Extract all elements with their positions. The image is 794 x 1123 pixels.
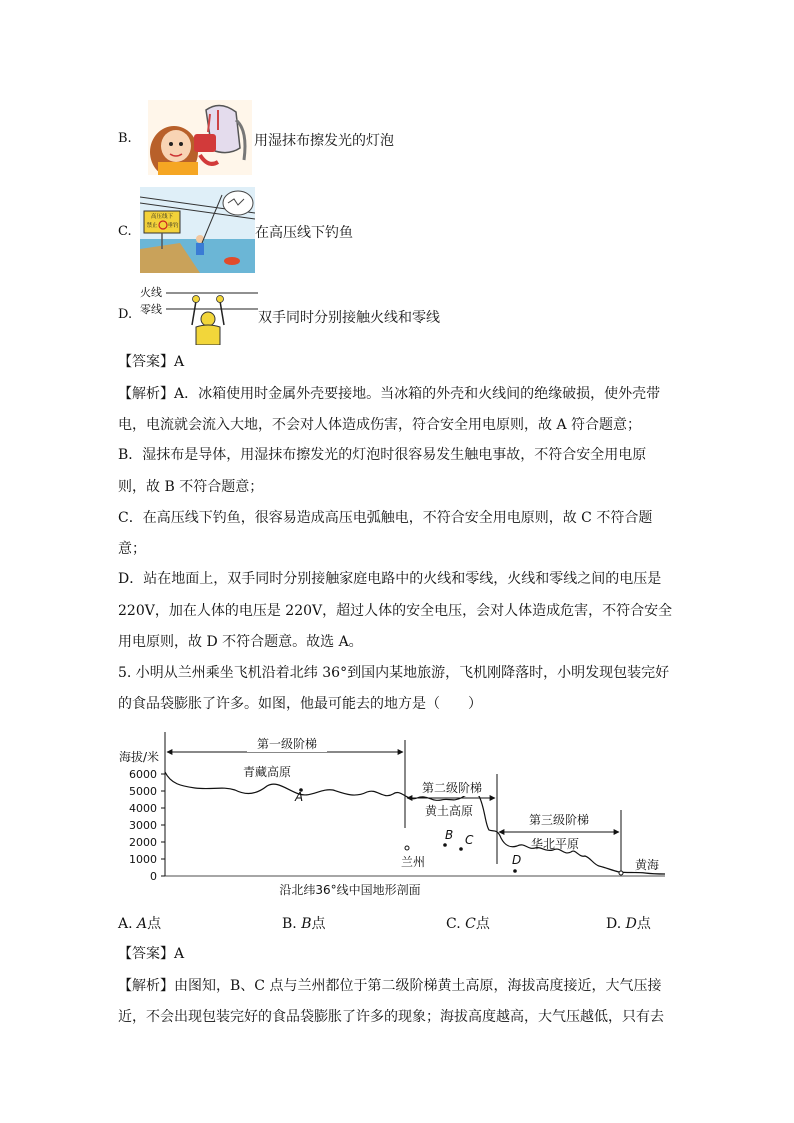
y-tick-label: 4000 bbox=[129, 802, 157, 815]
sign-line1: 高压线下 bbox=[150, 214, 174, 220]
analysis-1-line-6: 意； bbox=[118, 541, 146, 557]
analysis-1-line-8: 220V，加在人体的电压是 220V，超过人体的安全电压，会对人体造成危害，不符合安全 bbox=[118, 603, 673, 619]
touch-live-neutral-illustration bbox=[140, 285, 260, 345]
option-d-text: 双手同时分别接触火线和零线 bbox=[258, 310, 440, 326]
analysis-1-line-9: 用电原则，故 D 不符合题意。故选 A。 bbox=[118, 634, 363, 650]
point-c-label: C bbox=[465, 833, 474, 847]
point-d-marker bbox=[513, 869, 517, 873]
point-d-label: D bbox=[512, 853, 522, 867]
point-b-label: B bbox=[445, 828, 454, 842]
y-tick-label: 5000 bbox=[129, 785, 157, 798]
step-1-label: 第一级阶梯 bbox=[256, 737, 318, 751]
y-tick-label: 2000 bbox=[129, 836, 157, 849]
option-b-text: 用湿抹布擦发光的灯泡 bbox=[254, 133, 394, 149]
analysis-1-line-3: B．湿抹布是导体，用湿抹布擦发光的灯泡时很容易发生触电事故，不符合安全用电原 bbox=[118, 447, 647, 463]
question-5-line-1: 5. 小明从兰州乘坐飞机沿着北纬 36°到国内某地旅游，飞机刚降落时，小明发现包装完好 bbox=[118, 665, 670, 681]
choice-a[interactable]: A. A点 bbox=[118, 916, 162, 932]
region-qinghai-tibet: 青藏高原 bbox=[242, 765, 292, 779]
y-tick-label: 3000 bbox=[129, 819, 157, 832]
analysis-1-line-4: 则，故 B 不符合题意； bbox=[118, 479, 264, 495]
sign-line2: 禁止 bbox=[146, 223, 158, 229]
analysis-2-line-2: 近，不会出现包装完好的食品袋膨胀了许多的现象；海拔高度越高，大气压越低，只有去 bbox=[118, 1009, 664, 1025]
chart-caption: 沿北纬36°线中国地形剖面 bbox=[279, 883, 421, 897]
sign-line3: 垂钓 bbox=[167, 223, 179, 229]
region-loess-plateau: 黄土高原 bbox=[424, 804, 474, 818]
terrain-profile-chart bbox=[115, 728, 675, 900]
option-c-text: 在高压线下钓鱼 bbox=[255, 225, 353, 241]
sea-marker bbox=[619, 871, 623, 875]
choice-c[interactable]: C. C点 bbox=[446, 916, 490, 932]
analysis-2-line-1: 【解析】由图知，B、C 点与兰州都位于第二级阶梯黄土高原，海拔高度接近，大气压接 bbox=[118, 978, 662, 994]
answer-label-1: 【答案】A bbox=[118, 354, 185, 370]
option-d-letter: D. bbox=[118, 307, 133, 322]
analysis-1-line-1: 【解析】A．冰箱使用时金属外壳要接地。当冰箱的外壳和火线间的绝缘破损，使外壳带 bbox=[118, 386, 661, 402]
place-lanzhou: 兰州 bbox=[400, 855, 426, 869]
analysis-1-line-7: D．站在地面上，双手同时分别接触家庭电路中的火线和零线，火线和零线之间的电压是 bbox=[118, 571, 662, 587]
answer-label-2: 【答案】A bbox=[118, 946, 185, 962]
region-north-china-plain: 华北平原 bbox=[530, 837, 580, 851]
choice-d[interactable]: D. D点 bbox=[606, 916, 651, 932]
wet-cloth-bulb-illustration bbox=[148, 100, 252, 175]
analysis-1-line-5: C．在高压线下钓鱼，很容易造成高压电弧触电，不符合安全用电原则，故 C 不符合题 bbox=[118, 510, 653, 526]
live-wire-label: 火线 bbox=[140, 286, 162, 299]
lanzhou-marker bbox=[405, 846, 409, 850]
choice-b[interactable]: B. B点 bbox=[282, 916, 326, 932]
step-2-label: 第二级阶梯 bbox=[421, 781, 483, 795]
y-tick-label: 1000 bbox=[129, 853, 157, 866]
point-c-marker bbox=[459, 847, 463, 851]
y-tick-label: 0 bbox=[150, 870, 157, 883]
y-axis-label: 海拔/米 bbox=[119, 750, 160, 764]
place-yellow-sea: 黄海 bbox=[634, 858, 660, 872]
point-b-marker bbox=[443, 843, 447, 847]
neutral-wire-label: 零线 bbox=[140, 303, 162, 316]
question-5-line-2: 的食品袋膨胀了许多。如图，他最可能去的地方是（ ） bbox=[118, 696, 482, 712]
point-a-label: A bbox=[295, 790, 304, 804]
analysis-1-line-2: 电，电流就会流入大地，不会对人体造成伤害，符合安全用电原则，故 A 符合题意； bbox=[118, 417, 642, 433]
option-b-letter: B. bbox=[118, 131, 132, 146]
option-c-letter: C. bbox=[118, 224, 132, 239]
y-tick-label: 6000 bbox=[129, 768, 157, 781]
step-3-label: 第三级阶梯 bbox=[528, 813, 590, 827]
fishing-under-power-line-illustration bbox=[140, 187, 255, 273]
